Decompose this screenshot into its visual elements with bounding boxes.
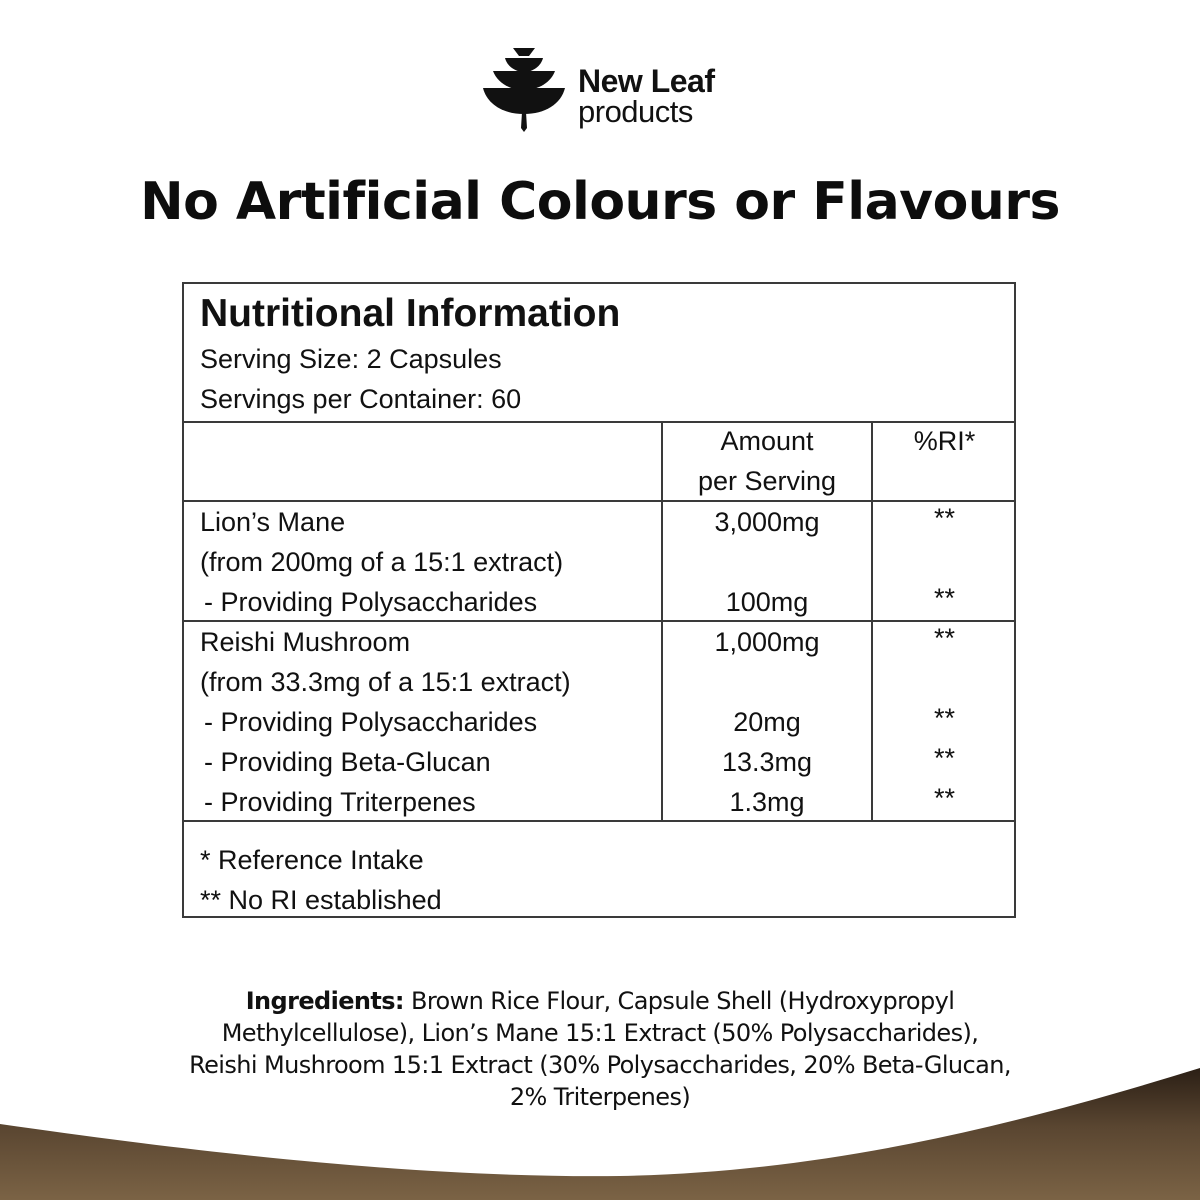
- amount-value: 100mg: [725, 587, 809, 617]
- amount-value: 1,000mg: [714, 627, 820, 657]
- row-ri-cell: [873, 502, 1016, 620]
- ingredient-source: (from 200mg of a 15:1 extract): [200, 547, 564, 577]
- nutrition-title: Nutritional Information: [200, 292, 621, 335]
- brand-subtitle: products: [578, 94, 693, 129]
- amount-value: 20mg: [733, 707, 801, 737]
- ingredient-subitem: - Providing Polysaccharides: [204, 707, 538, 737]
- amount-value: 3,000mg: [714, 507, 820, 537]
- ri-value: **: [933, 583, 955, 613]
- footnote-reference-intake: * Reference Intake: [200, 845, 424, 875]
- ingredients-line-1: Brown Rice Flour, Capsule Shell (Hydroxypropyl: [403, 987, 955, 1015]
- ingredient-subitem: - Providing Triterpenes: [204, 787, 476, 817]
- column-header-amount: [663, 421, 873, 500]
- ingredients-label: Ingredients:: [245, 987, 404, 1015]
- column-header-ri: [873, 421, 1016, 500]
- ingredients-text: [100, 985, 1100, 1113]
- table-row-reishi: [184, 622, 1014, 822]
- table-row-lions-mane: [184, 502, 1014, 622]
- ri-value: **: [933, 503, 955, 533]
- ri-value: **: [933, 783, 955, 813]
- row-ri-cell: [873, 622, 1016, 820]
- ri-value: **: [933, 623, 955, 653]
- amount-value: 1.3mg: [729, 787, 805, 817]
- ri-value: **: [933, 743, 955, 773]
- nutrition-table: [182, 282, 1016, 918]
- ingredients-line-2: Methylcellulose), Lion’s Mane 15:1 Extract (50% Polysaccharides),: [221, 1019, 979, 1047]
- amount-value: 13.3mg: [721, 747, 813, 777]
- ingredients-line-3: Reishi Mushroom 15:1 Extract (30% Polysaccharides, 20% Beta-Glucan,: [189, 1051, 1011, 1079]
- row-amount-cell: [663, 502, 873, 620]
- column-header-row: [184, 421, 1014, 502]
- ingredient-source: (from 33.3mg of a 15:1 extract): [200, 667, 571, 697]
- ri-value: **: [933, 703, 955, 733]
- ingredients-line-4: 2% Triterpenes): [509, 1083, 691, 1111]
- row-amount-cell: [663, 622, 873, 820]
- ingredient-name: Reishi Mushroom: [200, 627, 411, 657]
- amount-header-line2: per Serving: [697, 466, 837, 496]
- ingredient-subitem: - Providing Polysaccharides: [204, 587, 538, 617]
- ri-header: %RI*: [913, 426, 976, 456]
- row-name-cell: [184, 622, 663, 820]
- row-name-cell: [184, 502, 663, 620]
- tiered-leaf-tree-icon: [483, 46, 565, 132]
- footnote-no-ri: ** No RI established: [200, 885, 442, 915]
- serving-size: Serving Size: 2 Capsules: [200, 344, 502, 374]
- servings-per-container: Servings per Container: 60: [200, 384, 522, 414]
- nutrition-header: [184, 284, 1014, 423]
- amount-header-line1: Amount: [720, 426, 814, 456]
- brand-logo: [483, 46, 723, 132]
- ingredient-name: Lion’s Mane: [200, 507, 346, 537]
- page-headline: No Artificial Colours or Flavours: [140, 172, 1060, 232]
- brand-name: New Leaf: [578, 63, 715, 99]
- ingredient-subitem: - Providing Beta-Glucan: [204, 747, 491, 777]
- column-header-name: [184, 421, 663, 500]
